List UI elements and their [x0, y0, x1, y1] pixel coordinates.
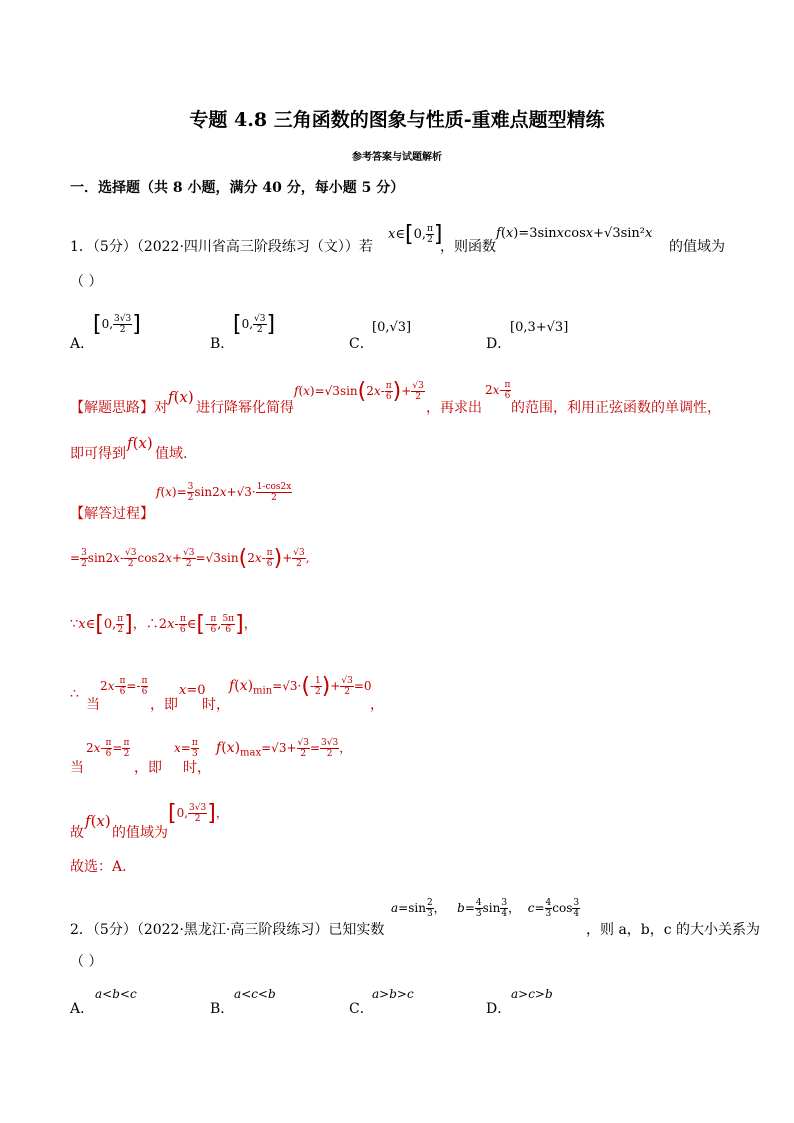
q2-option-a-math: a<b<c [95, 987, 137, 1001]
q2-option-d-label: D． [486, 1001, 512, 1017]
q2-option-b-label: B． [210, 1001, 235, 1017]
q1-option-d-math: [0,3+√3] [510, 320, 569, 335]
q1-option-a-math: [0, $\frac{3√3}{2}$ ] [93, 312, 141, 337]
q2-option-b-math: a<c<b [234, 987, 276, 1001]
q2-paren: （ ） [70, 954, 103, 970]
q1-conclusion-fx: f(x) [85, 812, 111, 830]
section-heading: 一．选择题（共 8 小题，满分 40 分，每小题 5 分） [70, 180, 405, 196]
q1-prefix: 1．（5分）（2022·四川省高三阶段练习（文））若 [70, 239, 373, 255]
q1-idea-fx-2: f(x) [127, 434, 153, 452]
q1-min-value-math: $f(x)_{min}=√3\cdot(-$ $\frac{1}{2}$ )+ $\frac{√3}{2}$ =0 [229, 674, 372, 699]
q2-option-a-label: A． [70, 1001, 95, 1017]
q1-conclusion-gu: 故 [70, 825, 84, 841]
q2-option-c-label: C． [349, 1001, 374, 1017]
q1-min-ji: ，即 [150, 697, 178, 713]
q1-idea-text-3: ，再求出 [426, 400, 482, 416]
q1-step-range: ∵x∈[0, $\frac{\pi}{2}$ ]，∴2x- $\frac{\pi}{6}$ ∈[- $\frac{\pi}{6}$ , $\frac{5\pi}{6}$ ]， [70, 612, 257, 637]
q1-max-angle-math: 2x- $\frac{\pi}{6}$ = $\frac{\pi}{2}$ [86, 738, 130, 759]
q1-idea-text-5: 即可得到 [70, 446, 126, 462]
q1-process-tag: 【解答过程】 [70, 506, 154, 522]
q1-max-ji: ，即 [134, 760, 162, 776]
q1-min-when: 当 [86, 697, 100, 713]
q1-option-c-label: C． [349, 336, 374, 352]
q2-option-c-math: a>b>c [372, 987, 414, 1001]
q1-idea-text-4: 的范围，利用正弦函数的单调性， [511, 400, 721, 416]
q1-max-x-math: x= $\frac{\pi}{3}$ [174, 738, 198, 759]
q1-min-angle-math: 2x- $\frac{\pi}{6}$ =- $\frac{\pi}{6}$ [100, 676, 148, 697]
q1-answer: 故选：A. [70, 859, 127, 875]
q1-option-d-label: D． [486, 336, 512, 352]
q1-step-expand: f(x)= $\frac{3}{2}$ sin2x+√3· $\frac{1-\cos 2x}{2}$ [156, 482, 292, 503]
q1-step-simplify: = $\frac{3}{2}$ sin2x- $\frac{√3}{2}$ cos2x+ $\frac{√3}{2}$ =√3sin(2x- $\frac{\pi}{6}$ )+ $\frac{√3}{2}$ , [70, 546, 310, 571]
q1-conclusion-text: 的值域为 [112, 825, 168, 841]
q1-conclusion-range-math: [0, $\frac{3√3}{2}$ ]， [168, 801, 228, 826]
q1-max-value-math: $f(x)_{max}=√3+$ $\frac{√3}{2}$ = $\frac{3√3}{2}$ ， [216, 738, 352, 759]
therefore-symbol: ∴ [145, 617, 159, 632]
q1-min-shi: 时， [202, 697, 230, 713]
q1-idea-text-6: 值域. [155, 446, 188, 462]
q1-option-b-label: B． [210, 336, 235, 352]
therefore-symbol-2: ∴ [70, 686, 79, 702]
q1-paren: （ ） [70, 274, 103, 290]
q2-condition-math: a=sin $\frac{2}{3}$ ， b= $\frac{4}{3}$ sin $\frac{3}{4}$ ， c= $\frac{4}{3}$ cos $\frac{3}{4}$ [391, 898, 580, 919]
because-symbol: ∵ [70, 617, 79, 632]
q2-suffix: ，则 a，b，c 的大小关系为 [586, 922, 761, 938]
q1-idea-text-2: 进行降幂化简得 [196, 400, 294, 416]
q2-option-d-math: a>c>b [511, 987, 553, 1001]
q1-option-c-math: [0,√3] [372, 320, 412, 335]
q1-option-a-label: A． [70, 336, 95, 352]
page-title: 专题 4.8 三角函数的图象与性质-重难点题型精练 [189, 109, 605, 131]
q1-idea-angle-math: 2x- $\frac{\pi}{6}$ [485, 380, 511, 401]
q2-prefix: 2．（5分）（2022·黑龙江·高三阶段练习）已知实数 [70, 922, 385, 938]
q1-mid: ，则函数 [440, 239, 496, 255]
q1-function-math: f(x)=3sinxcosx+√3sin²x [496, 226, 653, 241]
q1-min-x-math: x=0 [179, 683, 206, 698]
q1-idea-simplified-math: f(x)=√3sin(2x- $\frac{\pi}{6}$ )+ $\frac{√3}{2}$ [294, 379, 424, 404]
q1-condition-math: x∈[0, $\frac{\pi}{2}$ ] [388, 222, 443, 247]
q1-max-when: 当 [70, 760, 84, 776]
q1-idea-tag: 【解题思路】 [70, 400, 154, 416]
q1-max-shi: 时， [183, 760, 211, 776]
q1-suffix: 的值域为 [669, 239, 725, 255]
page-subtitle: 参考答案与试题解析 [352, 152, 442, 163]
q1-idea-fx: f(x) [168, 388, 194, 406]
q1-idea-text-1: 对 [154, 400, 168, 416]
q1-option-b-math: [0, $\frac{√3}{2}$ ] [233, 312, 276, 337]
